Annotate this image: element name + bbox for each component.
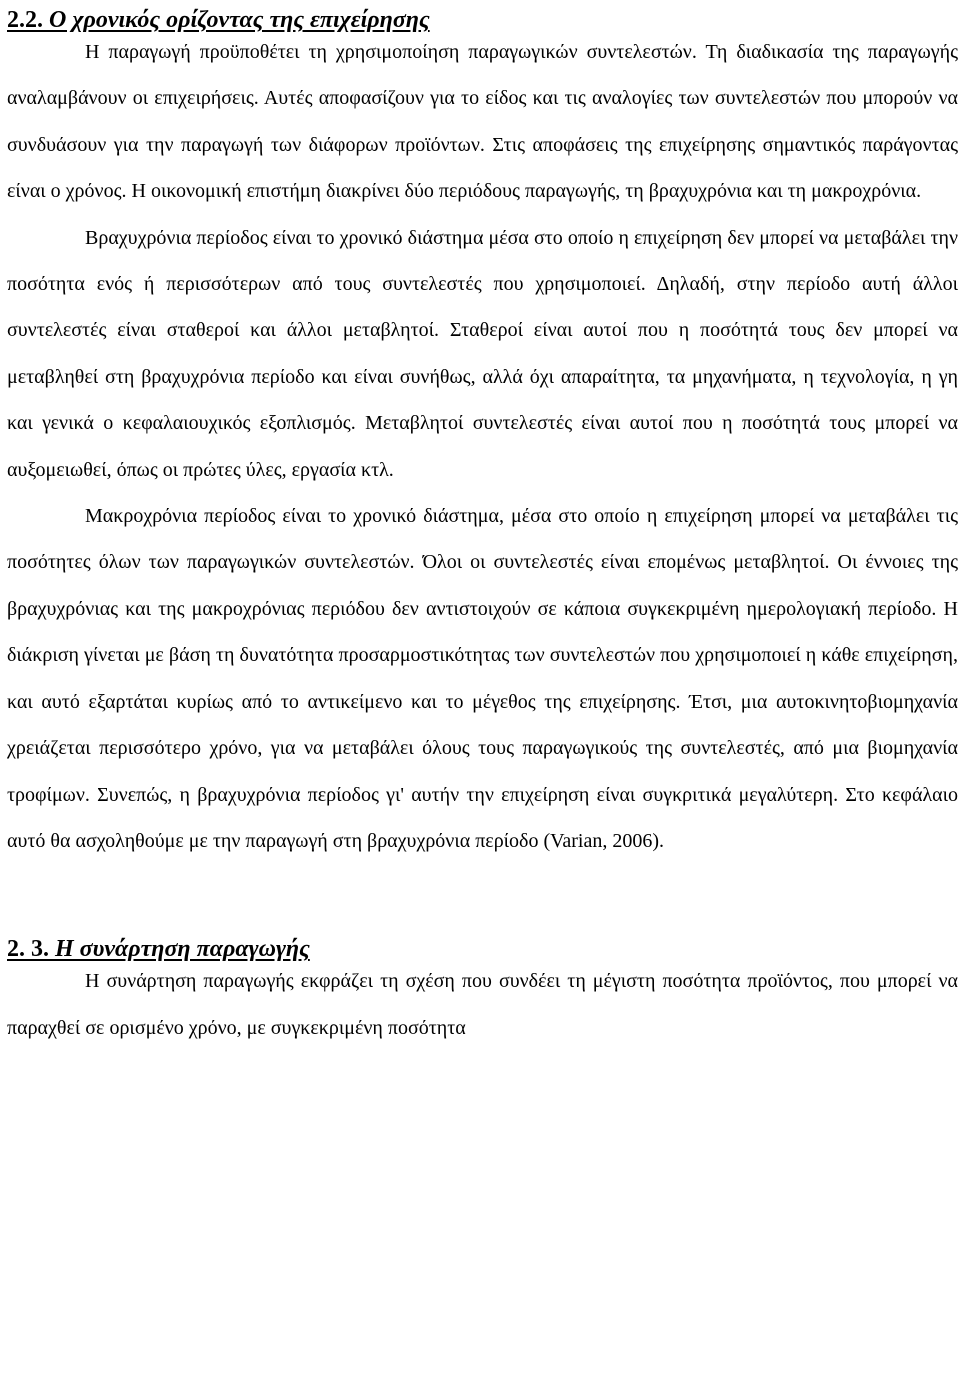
section-number: 2. 3.	[7, 936, 49, 963]
section-number: 2.2.	[7, 7, 43, 33]
paragraph: Η παραγωγή προϋποθέτει τη χρησιμοποίηση παραγωγικών συντελεστών. Τη διαδικασία της παραγωγής αναλαμβάνουν οι επιχειρήσεις. Αυτές αποφασίζουν για το είδος και τις αναλογίες των συντελεστών που μπορούν να συνδυάσουν για την παραγωγή των διάφορων προϊόντων. Στις αποφάσεις της επιχείρησης σημαντικός παράγοντας είναι ο χρόνος. Η οικονομική επιστήμη διακρίνει δύο περιόδους παραγωγής, τη βραχυχρόνια και τη μακροχρόνια.	[7, 41, 958, 203]
paragraph: Η συνάρτηση παραγωγής εκφράζει τη σχέση που συνδέει τη μέγιστη ποσότητα προϊόντος, που μπορεί να παραχθεί σε ορισμένο χρόνο, με συγκεκριμένη ποσότητα	[7, 970, 958, 1039]
paragraph: Μακροχρόνια περίοδος είναι το χρονικό διάστημα, μέσα στο οποίο η επιχείρηση μπορεί να μεταβάλει τις ποσότητες όλων των παραγωγικών συντελεστών. Όλοι οι συντελεστές είναι επομένως μεταβλητοί. Οι έννοιες της βραχυχρόνιας και της μακροχρόνιας περιόδου δεν αντιστοιχούν σε κάποια συγκεκριμένη ημερολογιακή περίοδο. Η διάκριση γίνεται με βάση τη δυνατότητα προσαρμοστικότητας των συντελεστών που χρησιμοποιεί η κάθε επιχείρηση, και αυτό εξαρτάται κυρίως από το αντικείμενο και το μέγεθος της επιχείρησης. Έτσι, μια αυτοκινητοβιομηχανία χρειάζεται περισσότερο χρόνο, για να μεταβάλει όλους τους παραγωγικούς της συντελεστές, από μια βιομηχανία τροφίμων. Συνεπώς, η βραχυχρόνια περίοδος γι' αυτήν την επιχείρηση είναι συγκριτικά μεγαλύτερη. Στο κεφάλαιο αυτό θα ασχοληθούμε με την παραγωγή στη βραχυχρόνια περίοδο (Varian, 2006).	[7, 505, 958, 852]
document-page	[7, 0, 958, 1051]
paragraph: Βραχυχρόνια περίοδος είναι το χρονικό διάστημα μέσα στο οποίο η επιχείρηση δεν μπορεί να μεταβάλει την ποσότητα ενός ή περισσότερων από τους συντελεστές που χρησιμοποιεί. Δηλαδή, στην περίοδο αυτή άλλοι συντελεστές είναι σταθεροί και άλλοι μεταβλητοί. Σταθεροί είναι αυτοί που η ποσότητά τους δεν μπορεί να μεταβληθεί στη βραχυχρόνια περίοδο και είναι συνήθως, αλλά όχι απαραίτητα, τα μηχανήματα, η τεχνολογία, η γη και γενικά ο κεφαλαιουχικός εξοπλισμός. Μεταβλητοί συντελεστές είναι αυτοί που η ποσότητά τους μπορεί να αυξομειωθεί, όπως οι πρώτες ύλες, εργασία κτλ.	[7, 226, 958, 481]
section-title: Η συνάρτηση παραγωγής	[55, 936, 310, 963]
section-title: Ο χρονικός ορίζοντας της επιχείρησης	[49, 7, 430, 33]
